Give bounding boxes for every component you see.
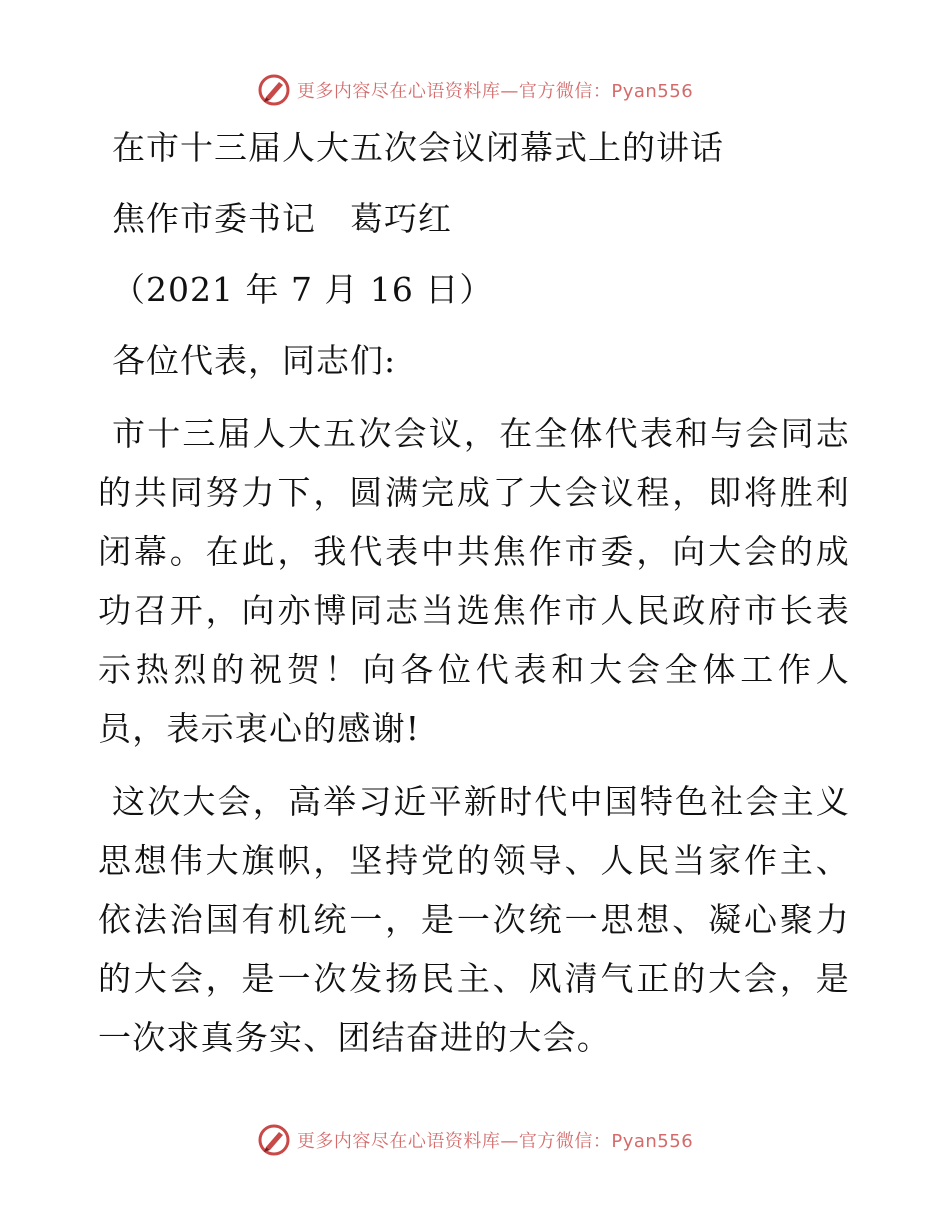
pen-circle-logo-icon: [257, 73, 291, 107]
document-body: [98, 118, 850, 1067]
paragraph-text: 市十三届人大五次会议，在全体代表和与会同志的共同努力下，圆满完成了大会议程，即将胜利闭幕。在此，我代表中共焦作市委，向大会的成功召开，向亦博同志当选焦作市人民政府市长表示热烈的祝贺！向各位代表和大会全体工作人员，表示衷心的感谢!: [98, 414, 850, 748]
watermark-text: 更多内容尽在心语资料库—官方微信：Pyan556: [296, 1131, 694, 1152]
paragraph-text: 这次大会，高举习近平新时代中国特色社会主义思想伟大旗帜，坚持党的领导、人民当家作主、依法治国有机统一，是一次统一思想、凝心聚力的大会，是一次发扬民主、风清气正的大会，是一次求真务实、团结奋进的大会。: [98, 782, 850, 1057]
document-title: 在市十三届人大五次会议闭幕式上的讲话: [112, 128, 724, 167]
document-author: 焦作市委书记 葛巧红: [112, 199, 452, 238]
watermark-text: 更多内容尽在心语资料库—官方微信：Pyan556: [296, 81, 694, 102]
pen-circle-logo-icon: [257, 1123, 291, 1157]
watermark-banner-bottom: [0, 1120, 950, 1160]
watermark-banner-top: [0, 70, 950, 110]
document-paragraph: [98, 404, 850, 758]
document-salutation: 各位代表，同志们:: [112, 341, 397, 380]
document-paragraph: [98, 772, 850, 1067]
document-date: （2021 年 7 月 16 日）: [112, 270, 494, 309]
